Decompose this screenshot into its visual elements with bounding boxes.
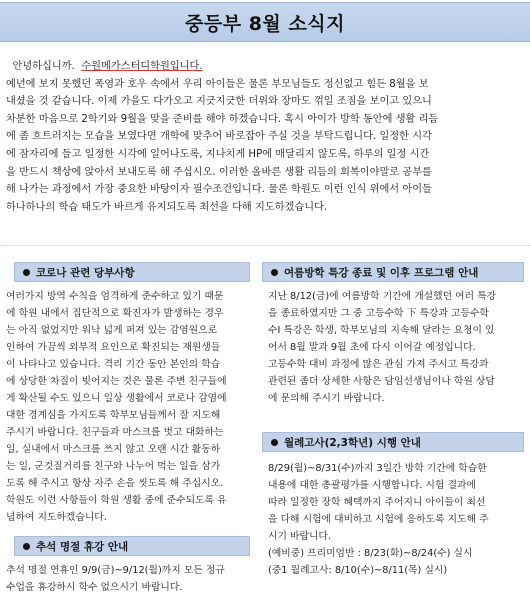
corona-line: 학원도 이런 사항들이 학원 생활 중에 준수되도록 유 <box>6 495 227 506</box>
summer-line: 어서 8월 말과 9월 초에 다시 이어갈 예정입니다. <box>268 342 476 353</box>
corona-line: 주시기 바랍니다. 친구들과 마스크를 벗고 대화하는 <box>6 427 224 438</box>
corona-line: 이 나타나고 있습니다. 격리 기간 동안 본인의 학습 <box>6 359 221 370</box>
bullet-icon <box>271 269 278 276</box>
corona-line: 여러가지 방역 수칙을 엄격하게 준수하고 있기 때문 <box>6 291 224 302</box>
intro-line: 내셨을 것 같습니다. 이제 가을도 다가오고 지긋지긋한 더위와 장마도 꺾일 조짐을 보이고 있으니 <box>6 96 432 108</box>
monthly-line: 따라 일정한 장학 혜택까지 주어지니 아이들이 최선 <box>268 497 486 508</box>
bullet-icon <box>271 439 278 446</box>
corona-line: 는 일, 군것질거리를 친구와 나누어 먹는 일을 삼가 <box>6 461 221 472</box>
chuseok-heading-text: 추석 명절 휴강 안내 <box>36 540 129 553</box>
schedule-line: (예비중) 프리미엄반 : 8/23(화)~8/24(수) 실시 <box>268 548 473 559</box>
intro-line: 예년에 보지 못했던 폭염과 호우 속에서 우리 아이들은 물론 부모님들도 정신없고 힘든 8월을 보 <box>6 78 429 90</box>
summer-heading-text: 여름방학 특강 종료 및 이후 프로그램 안내 <box>284 266 479 279</box>
corona-line: 는 아직 없었지만 워낙 넓게 퍼져 있는 감염원으로 <box>6 325 218 336</box>
monthly-line: 을 다해 시험에 대비하고 시험에 응하도록 지도해 주 <box>268 514 489 525</box>
intro-line: 에 좀 흐트러지는 모습을 보였다면 개학에 맞추어 바로잡아 주실 것을 부탁드립니다. 일정한 시각 <box>6 131 432 143</box>
academy-name: 수원메가스터디학원입니다. <box>81 61 203 72</box>
newsletter-title: 중등부 8월 소식지 <box>185 12 345 35</box>
intro-paragraph <box>6 58 522 216</box>
corona-section-heading <box>14 262 250 282</box>
schedule-line: (중1 월례고사: 8/10(수)~8/11(목) 실시) <box>268 565 448 576</box>
section-divider <box>0 245 530 246</box>
chuseok-section-body <box>6 562 260 596</box>
summer-section-body <box>268 288 524 407</box>
corona-section-body <box>6 288 260 526</box>
corona-line: 일, 실내에서 마스크를 쓰지 않고 오랜 시간 활동하 <box>6 444 221 455</box>
monthly-test-section-body <box>268 460 524 579</box>
intro-line-0 <box>6 58 522 76</box>
intro-line: 에 잠자리에 들고 일정한 시각에 일어나도록, 지나치게 HP에 매달리지 않도록, 하루의 일정 시간 <box>6 148 430 160</box>
intro-line: 해 나가는 과정에서 가장 중요한 바탕이자 필수조건입니다. 물론 학원도 이런 인식 위에서 아이들 <box>6 184 432 196</box>
corona-line: 념하여 지도하겠습니다. <box>6 512 107 523</box>
summer-line: 지난 8/12(금)에 여름방학 기간에 개설했던 여러 특강 <box>268 291 497 302</box>
summer-line: 수I 특강은 학생, 학부모님의 지속해 달라는 요청이 있 <box>268 325 495 336</box>
monthly-line: 시기 바랍니다. <box>268 531 332 542</box>
corona-line: 에 상당한 차질이 빚어지는 것은 물론 주변 친구들에 <box>6 376 227 387</box>
title-bar <box>0 2 530 42</box>
chuseok-line: 수업을 휴강하시 학수 없으시기 바랍니다. <box>6 582 183 593</box>
monthly-heading-text: 월례고사(2,3학년) 시행 안내 <box>284 436 421 449</box>
summer-section-heading <box>262 262 524 282</box>
bullet-icon <box>23 269 30 276</box>
monthly-line: 8/29(월)~8/31(수)까지 3일간 방학 기간에 학습한 <box>268 463 487 474</box>
summer-line: 에 문의해 주시기 바랍니다. <box>268 393 385 404</box>
intro-line: 차분한 마음으로 2학기와 9월을 맞을 준비를 해야 하겠습니다. 혹시 아이가 방학 동안에 생활 리듬 <box>6 113 439 125</box>
chuseok-section-heading <box>14 536 250 556</box>
corona-line: 에 학원 내에서 집단적으로 확진자가 발생하는 경우 <box>6 308 224 319</box>
corona-line: 인하여 가끔씩 외부적 요인으로 확진되는 재원생들 <box>6 342 221 353</box>
summer-line: 을 종료하였지만 그 중 고등수학 下 특강과 고등수학 <box>268 308 489 319</box>
corona-line: 대한 경계심을 가지도록 학부모님들께서 잘 지도해 <box>6 410 221 421</box>
greeting: 안녕하십니까. <box>12 61 75 72</box>
monthly-line: 내용에 대한 총괄평가를 시행합니다. 시험 결과에 <box>268 480 476 491</box>
monthly-test-section-heading <box>262 432 524 452</box>
summer-line: 관련된 좀더 상세한 사항은 담임선생님이나 학원 상담 <box>268 376 495 387</box>
bullet-icon <box>23 543 30 550</box>
intro-line: 하나하나의 학습 태도가 바르게 유지되도록 최선을 다해 지도하겠습니다. <box>6 201 328 213</box>
intro-line: 을 반드시 책상에 앉아서 보내도록 해 주십시오. 이러한 올바른 생활 리듬의 회복이야말로 공부를 <box>6 166 432 178</box>
summer-line: 고등수학 대비 과정에 많은 관심 가져 주시고 특강과 <box>268 359 489 370</box>
corona-line: 게 확산될 수도 있으니 일상 생활에서 코로나 감염에 <box>6 393 227 404</box>
corona-heading-text: 코로나 관련 당부사항 <box>36 266 135 279</box>
chuseok-line: 추석 명절 연휴인 9/9(금)~9/12(월)까지 모든 정규 <box>6 565 225 576</box>
corona-line: 도록 해 주시고 항상 자주 손을 씻도록 해 주십시오. <box>6 478 224 489</box>
